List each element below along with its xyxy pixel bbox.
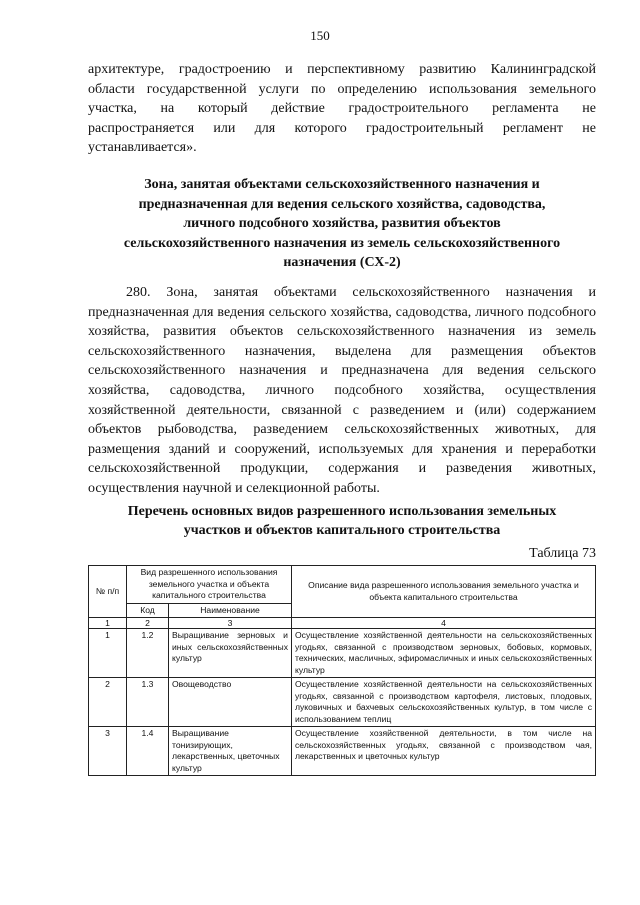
column-number: 3 bbox=[169, 618, 292, 629]
list-heading-line-2: участков и объектов капитального строительства bbox=[183, 523, 501, 538]
table-row bbox=[89, 678, 596, 727]
row-no: 2 bbox=[89, 678, 127, 727]
table-header-row bbox=[89, 566, 596, 604]
zone-heading-line-5: назначения (СХ-2) bbox=[283, 255, 401, 270]
header-kind: Вид разрешенного использования земельного участка и объекта капитального строительства bbox=[127, 566, 292, 604]
row-name: Выращивание зерновых и иных сельскохозяйственных культур bbox=[169, 629, 292, 678]
table-row bbox=[89, 629, 596, 678]
column-number: 2 bbox=[127, 618, 169, 629]
row-no: 1 bbox=[89, 629, 127, 678]
row-name: Овощеводство bbox=[169, 678, 292, 727]
page-number: 150 bbox=[310, 28, 330, 43]
paragraph-280: 280. Зона, занятая объектами сельскохозяйственного назначения и предназначенная для ведения сельского хозяйства, садоводства, личного подсобного хозяйства, развития объектов сельскохозяйственного назначения из земель сельскохозяйственного назначения, выделена для размещения объектов сельскохозяйственного назначения и предназначена для ведения сельского хозяйства, садоводства, личного подсобного хозяйства, осуществления хозяйственной деятельности, связанной с разведением и (или) содержанием объектов рыбоводства, разведением сельскохозяйственных животных, для размещения зданий и сооружений, используемых для хранения и переработки сельскохозяйственной продукции, содержания и разведения животных, осуществления научной и селекционной работы. bbox=[88, 285, 596, 496]
zone-heading-line-3: личного подсобного хозяйства, развития объектов bbox=[183, 216, 501, 231]
intro-line-3: участка, на который действие градостроительного регламента не bbox=[88, 101, 596, 116]
row-description: Осуществление хозяйственной деятельности на сельскохозяйственных угодьях, связанной с производством картофеля, листовых, плодовых, луковичных и бахчевых сельскохозяйственных культур, в том числе с использованием теплиц bbox=[292, 678, 596, 727]
row-description: Осуществление хозяйственной деятельности на сельскохозяйственных угодьях, связанной с производством зерновых, бобовых, кормовых, технических, масличных, эфиромасличных и иных сельскохозяйственных культур bbox=[292, 629, 596, 678]
column-number: 1 bbox=[89, 618, 127, 629]
header-code: Код bbox=[127, 603, 169, 618]
permitted-use-table bbox=[88, 565, 596, 776]
row-code: 1.3 bbox=[127, 678, 169, 727]
intro-line-1: архитектуре, градостроению и перспективному развитию Калининградской bbox=[88, 62, 596, 77]
intro-line-2: области государственной услуги по определению использования земельного bbox=[88, 81, 596, 97]
zone-heading-line-4: сельскохозяйственного назначения из земель сельскохозяйственного bbox=[123, 236, 561, 251]
list-heading-line-1: Перечень основных видов разрешенного использования земельных bbox=[127, 504, 557, 519]
row-no: 3 bbox=[89, 727, 127, 776]
intro-line-4: распространяется или для которого градостроительный регламент не bbox=[88, 120, 596, 136]
zone-heading-line-2: предназначенная для ведения сельского хозяйства, садоводства, bbox=[138, 197, 546, 212]
table-row bbox=[89, 727, 596, 776]
intro-paragraph bbox=[88, 60, 596, 158]
column-number: 4 bbox=[292, 618, 596, 629]
row-code: 1.2 bbox=[127, 629, 169, 678]
table-caption: Таблица 73 bbox=[529, 546, 596, 561]
header-name: Наименование bbox=[169, 603, 292, 618]
paragraph-280-block bbox=[88, 283, 596, 499]
intro-line-5: устанавливается». bbox=[88, 140, 197, 155]
header-description: Описание вида разрешенного использования земельного участка и объекта капитального строительства bbox=[292, 566, 596, 618]
row-name: Выращивание тонизирующих, лекарственных, цветочных культур bbox=[169, 727, 292, 776]
row-description: Осуществление хозяйственной деятельности, в том числе на сельскохозяйственных угодьях, связанной с производством чая, лекарственных и цветочных культур bbox=[292, 727, 596, 776]
row-code: 1.4 bbox=[127, 727, 169, 776]
zone-heading-line-1: Зона, занятая объектами сельскохозяйственного назначения и bbox=[144, 177, 540, 192]
column-number-row bbox=[89, 618, 596, 629]
header-no: № п/п bbox=[89, 566, 127, 618]
